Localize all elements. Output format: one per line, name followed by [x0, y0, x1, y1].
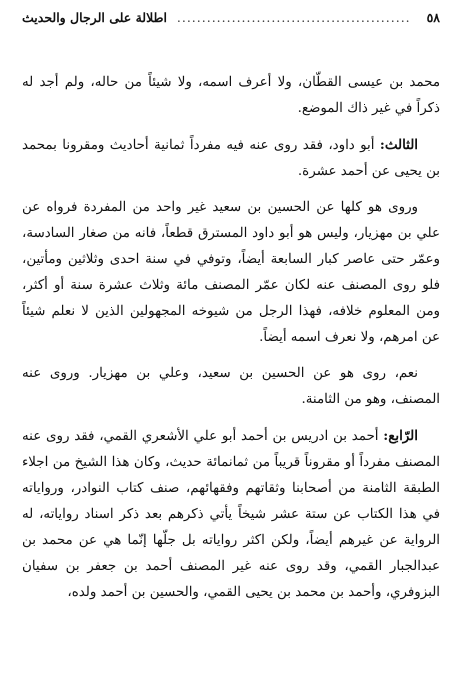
paragraph-2-text: أبو داود، فقد روى عنه فيه مفرداً ثمانية أحاديث ومقرونا بمحمد بن يحيى عن أحمد عشرة. — [22, 138, 440, 179]
paragraph-5-lead: الرّابع: — [383, 428, 418, 444]
body-text — [22, 70, 440, 606]
header-leader-dots: ............................................... — [176, 10, 411, 25]
paragraph-1-text: محمد بن عيسى القطّان، ولا أعرف اسمه، ولا شيئاً من حاله، ولم أجد له ذكراً في غير ذاك الموضع. — [22, 75, 440, 116]
paragraph-2-lead: الثالث: — [379, 137, 418, 153]
running-header — [22, 10, 440, 34]
paragraph-1 — [22, 70, 440, 122]
book-title: اطلالة على الرجال والحديث — [22, 10, 167, 25]
paragraph-3-text: وروى هو كلها عن الحسين بن سعيد غير واحد من المفردة فرواه عن علي بن مهزيار، وليس هو أبو داود المسترق قطعاً، فانه من صغار السادسة، وعمّر حتى عاصر كبار السابعة أيضاً، وتوفي في سنة احدى وثلاثين ومأتين، فلو روى المصنف عنه لكان عمّر المصنف مائة وثلاث عشرة سنة أو أكثر، ومن المعلوم خلافه، فهذا الرجل من شيوخه المجهولين الذين لا نعلم شيئاً عن امرهم، ولا نعرف اسمه أيضاً. — [22, 200, 440, 345]
paragraph-5 — [22, 423, 440, 606]
paragraph-2 — [22, 132, 440, 185]
paragraph-4-text: نعم، روى هو عن الحسين بن سعيد، وعلي بن مهزيار. وروى عنه المصنف، وهو من الثامنة. — [22, 366, 440, 407]
page-number: ٥٨ — [426, 10, 440, 25]
paragraph-4 — [22, 361, 440, 413]
book-page — [22, 10, 440, 616]
paragraph-3 — [22, 195, 440, 351]
paragraph-5-text: أحمد بن ادريس بن أحمد أبو علي الأشعري القمي، فقد روى عنه المصنف مفرداً أو مقروناً قريباً من ثمانمائة حديث، وكان هذا الشيخ من اجلاء الطبقة الثامنة من أصحابنا وثقاتهم وفقهائهم، صنف كتاب النوادر، ورواياته في هذا الكتاب عن ستة عشر شيخاً يأتي ذكرهم بعد ذكر اسناد رواياته، له الرواية عن غيرهم أيضاً، ولكن اكثر رواياته بل جلّها إنّما هي عن محمد بن عبدالجبار القمي، وقد روى عنه غير المصنف أحمد بن جعفر بن سفيان البزوفري، وأحمد بن محمد بن يحيى القمي، والحسين بن أحمد ولده، — [22, 429, 440, 600]
